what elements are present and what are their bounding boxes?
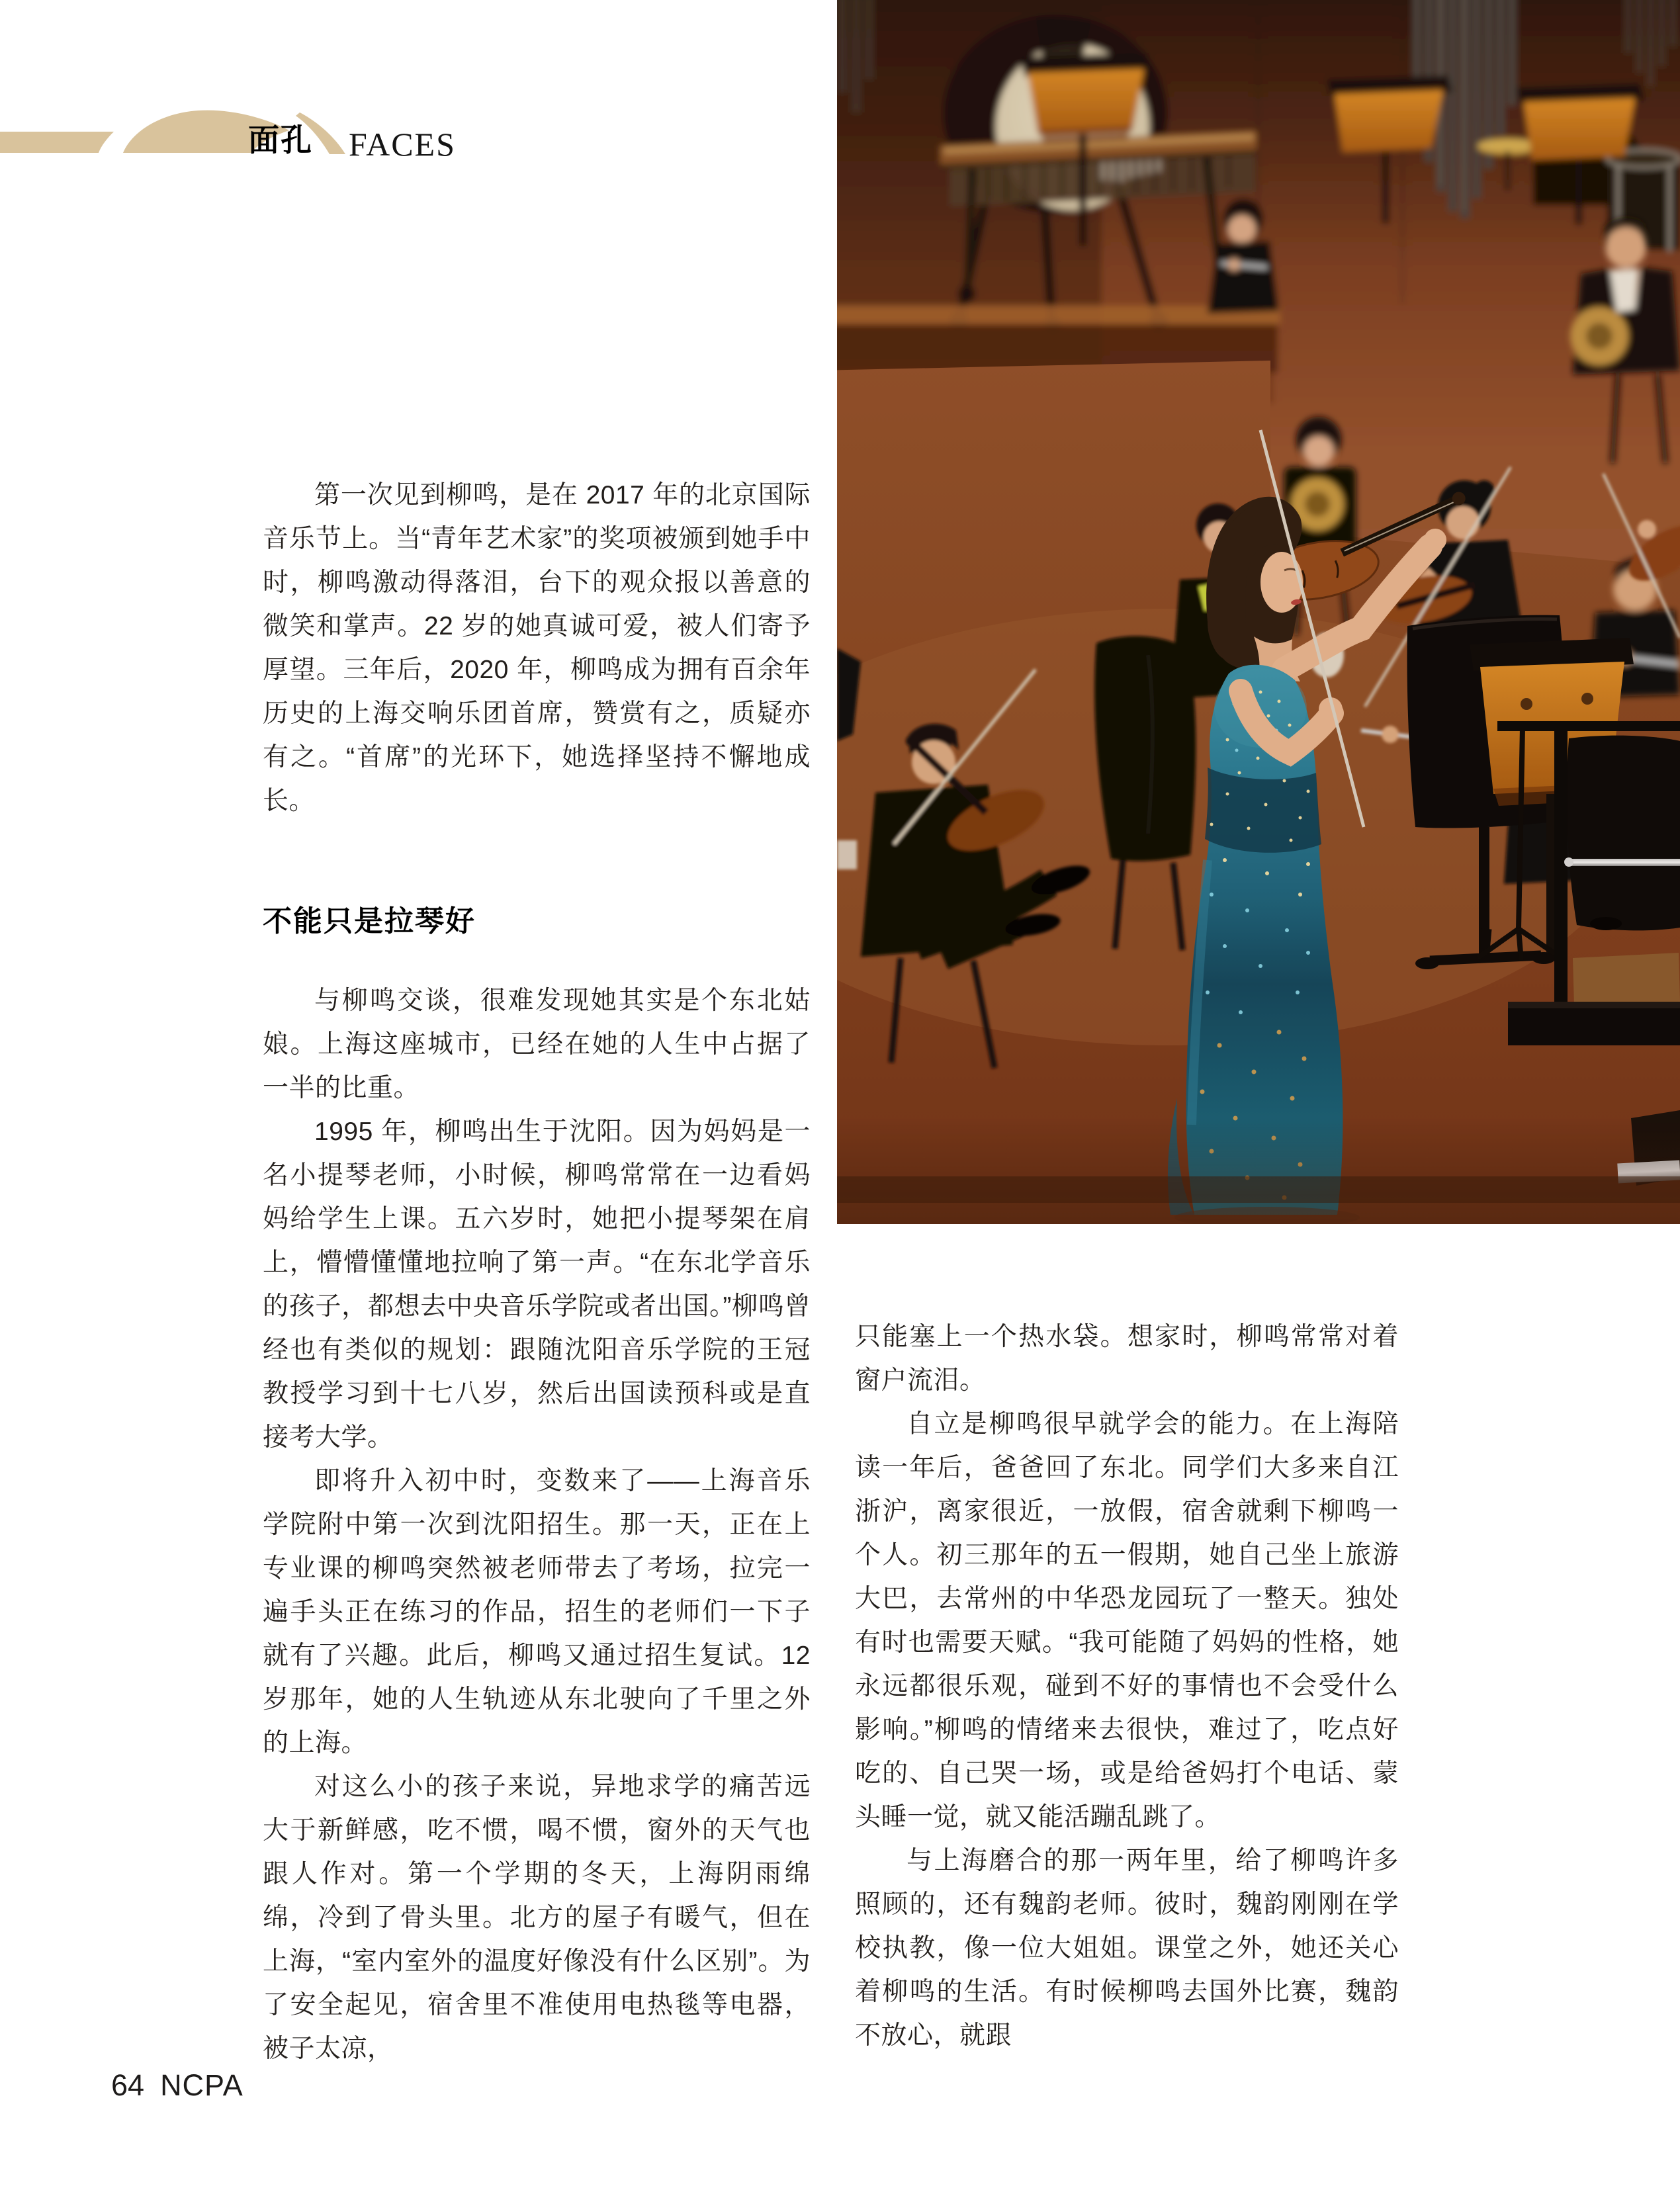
paragraph: 自立是柳鸣很早就学会的能力。在上海陪读一年后，爸爸回了东北。同学们大多来自江浙沪，离家很近，一放假，宿舍就剩下柳鸣一个人。初三那年的五一假期，她自己坐上旅游大巴，去常州的中华恐龙园玩了一整天。独处有时也需要天赋。“我可能随了妈妈的性格，她永远都很乐观，碰到不好的事情也不会受什么影响。”柳鸣的情绪来去很快，难过了，吃点好吃的、自己哭一场，或是给爸妈打个电话、蒙头睡一觉，就又能活蹦乱跳了。 xyxy=(855,1410,1399,1831)
paragraph-continuation: 只能塞上一个热水袋。想家时，柳鸣常常对着窗户流泪。 xyxy=(855,1323,1399,1395)
paragraph: 第一次见到柳鸣，是在 2017 年的北京国际音乐节上。当“青年艺术家”的奖项被颁到她手中时，柳鸣激动得落泪，台下的观众报以善意的微笑和掌声。22 岁的她真诚可爱，被人们寄予厚望。三年后，2020 年，柳鸣成为拥有百余年历史的上海交响乐团首席，赞赏有之，质疑亦有之。“首席”的光环下，她选择坚持不懈地成长。 xyxy=(263,481,811,815)
article-left-column xyxy=(263,474,811,2071)
section-title-en: FACES xyxy=(349,126,456,163)
page-number: 64 xyxy=(111,2068,145,2102)
article-right-column xyxy=(855,1315,1399,2058)
paragraph: 对这么小的孩子来说，异地求学的痛苦远大于新鲜感，吃不惯，喝不惯，窗外的天气也跟人作对。第一个学期的冬天，上海阴雨绵绵，冷到了骨头里。北方的屋子有暖气，但在上海，“室内室外的温度好像没有什么区别”。为了安全起见，宿舍里不准使用电热毯等电器，被子太凉， xyxy=(263,1772,811,2063)
paragraph: 1995 年，柳鸣出生于沈阳。因为妈妈是一名小提琴老师，小时候，柳鸣常常在一边看妈妈给学生上课。五六岁时，她把小提琴架在肩上，懵懵懂懂地拉响了第一声。“在东北学音乐的孩子，都想去中央音乐学院或者出国。”柳鸣曾经也有类似的规划：跟随沈阳音乐学院的王冠教授学习到十七八岁，然后出国读预科或是直接考大学。 xyxy=(263,1117,811,1452)
page-footer xyxy=(111,2068,243,2103)
paragraph: 与柳鸣交谈，很难发现她其实是个东北姑娘。上海这座城市，已经在她的人生中占据了一半的比重。 xyxy=(263,986,811,1102)
paragraph: 即将升入初中时，变数来了——上海音乐学院附中第一次到沈阳招生。那一天，正在上专业课的柳鸣突然被老师带去了考场，拉完一遍手头正在练习的作品，招生的老师们一下子就有了兴趣。此后，柳鸣又通过招生复试。12 岁那年，她的人生轨迹从东北驶向了千里之外的上海。 xyxy=(263,1467,811,1757)
subheading: 不能只是拉琴好 xyxy=(263,905,476,938)
paragraph: 与上海磨合的那一两年里，给了柳鸣许多照顾的，还有魏韵老师。彼时，魏韵刚刚在学校执教，像一位大姐姐。课堂之外，她还关心着柳鸣的生活。有时候柳鸣去国外比赛，魏韵不放心，就跟 xyxy=(855,1847,1399,2050)
section-title-cn: 面孔 xyxy=(248,122,313,157)
concert-photo xyxy=(837,0,1680,1224)
brand: NCPA xyxy=(160,2068,243,2102)
header-bar xyxy=(0,132,114,153)
